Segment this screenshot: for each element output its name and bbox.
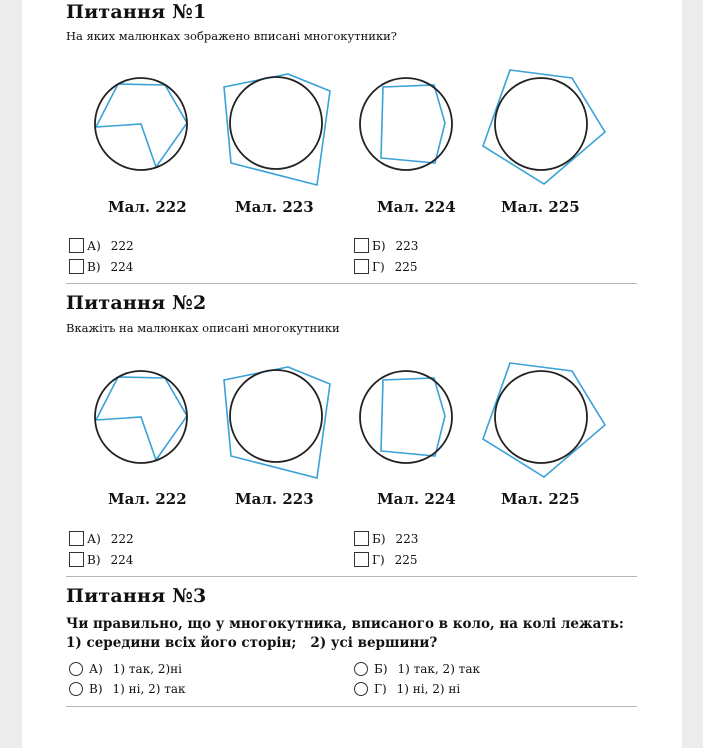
figure-223: [224, 74, 330, 185]
q1-option-a[interactable]: А) 222: [69, 238, 134, 253]
q3-option-c[interactable]: В) 1) ні, 2) так: [69, 682, 186, 696]
figure-223-caption: Мал. 223: [235, 490, 314, 508]
q2-option-b[interactable]: Б) 223: [354, 531, 418, 546]
figure-225: [483, 70, 605, 184]
checkbox[interactable]: [69, 531, 84, 546]
radio-button[interactable]: [354, 662, 368, 676]
q3-option-d[interactable]: Г) 1) ні, 2) ні: [354, 682, 460, 696]
figure-222-caption: Мал. 222: [108, 198, 187, 216]
figure-225-caption: Мал. 225: [501, 490, 580, 508]
figure-225-circle: [495, 371, 587, 463]
question-2-text: Вкажіть на малюнках описані многокутники: [66, 321, 340, 335]
figure-222-polygon: [96, 377, 187, 460]
figure-224-polygon: [381, 378, 445, 456]
figure-222-caption: Мал. 222: [108, 490, 187, 508]
question-1-figures: [60, 55, 640, 195]
figure-222: [95, 371, 187, 463]
checkbox[interactable]: [354, 552, 369, 567]
figure-224-circle: [360, 78, 452, 170]
figure-224: [360, 371, 452, 463]
question-3-title: Питання №3: [66, 585, 207, 607]
question-2-figures: [60, 350, 640, 490]
question-3-text-line-2: 1) середини всіх його сторін; 2) усі вершини?: [66, 635, 438, 651]
q1-option-c[interactable]: В) 224: [69, 259, 133, 274]
q2-option-a[interactable]: А) 222: [69, 531, 134, 546]
figure-223-circle: [230, 77, 322, 169]
radio-button[interactable]: [69, 682, 83, 696]
question-2-title: Питання №2: [66, 292, 207, 314]
question-1-text: На яких малюнках зображено вписані многокутники?: [66, 29, 397, 43]
divider: [66, 706, 637, 707]
checkbox[interactable]: [69, 552, 84, 567]
checkbox[interactable]: [354, 531, 369, 546]
checkbox[interactable]: [69, 259, 84, 274]
figure-223-caption: Мал. 223: [235, 198, 314, 216]
q2-option-c[interactable]: В) 224: [69, 552, 133, 567]
divider: [66, 576, 637, 577]
figure-225-caption: Мал. 225: [501, 198, 580, 216]
q2-option-d[interactable]: Г) 225: [354, 552, 418, 567]
figure-224-caption: Мал. 224: [377, 198, 456, 216]
checkbox[interactable]: [69, 238, 84, 253]
checkbox[interactable]: [354, 259, 369, 274]
figure-224-polygon: [381, 85, 445, 163]
question-1-title: Питання №1: [66, 1, 207, 23]
question-3-text-line-1: Чи правильно, що у многокутника, вписаного в коло, на колі лежать:: [66, 616, 624, 632]
figure-224-caption: Мал. 224: [377, 490, 456, 508]
q1-option-b[interactable]: Б) 223: [354, 238, 418, 253]
q1-option-d[interactable]: Г) 225: [354, 259, 418, 274]
figure-225-circle: [495, 78, 587, 170]
figure-223: [224, 367, 330, 478]
figure-225: [483, 363, 605, 477]
figure-222: [95, 78, 187, 170]
radio-button[interactable]: [354, 682, 368, 696]
q3-option-a[interactable]: А) 1) так, 2)ні: [69, 662, 182, 676]
figure-224-circle: [360, 371, 452, 463]
radio-button[interactable]: [69, 662, 83, 676]
figure-222-polygon: [96, 84, 187, 167]
figure-223-circle: [230, 370, 322, 462]
divider: [66, 283, 637, 284]
figure-224: [360, 78, 452, 170]
checkbox[interactable]: [354, 238, 369, 253]
q3-option-b[interactable]: Б) 1) так, 2) так: [354, 662, 480, 676]
